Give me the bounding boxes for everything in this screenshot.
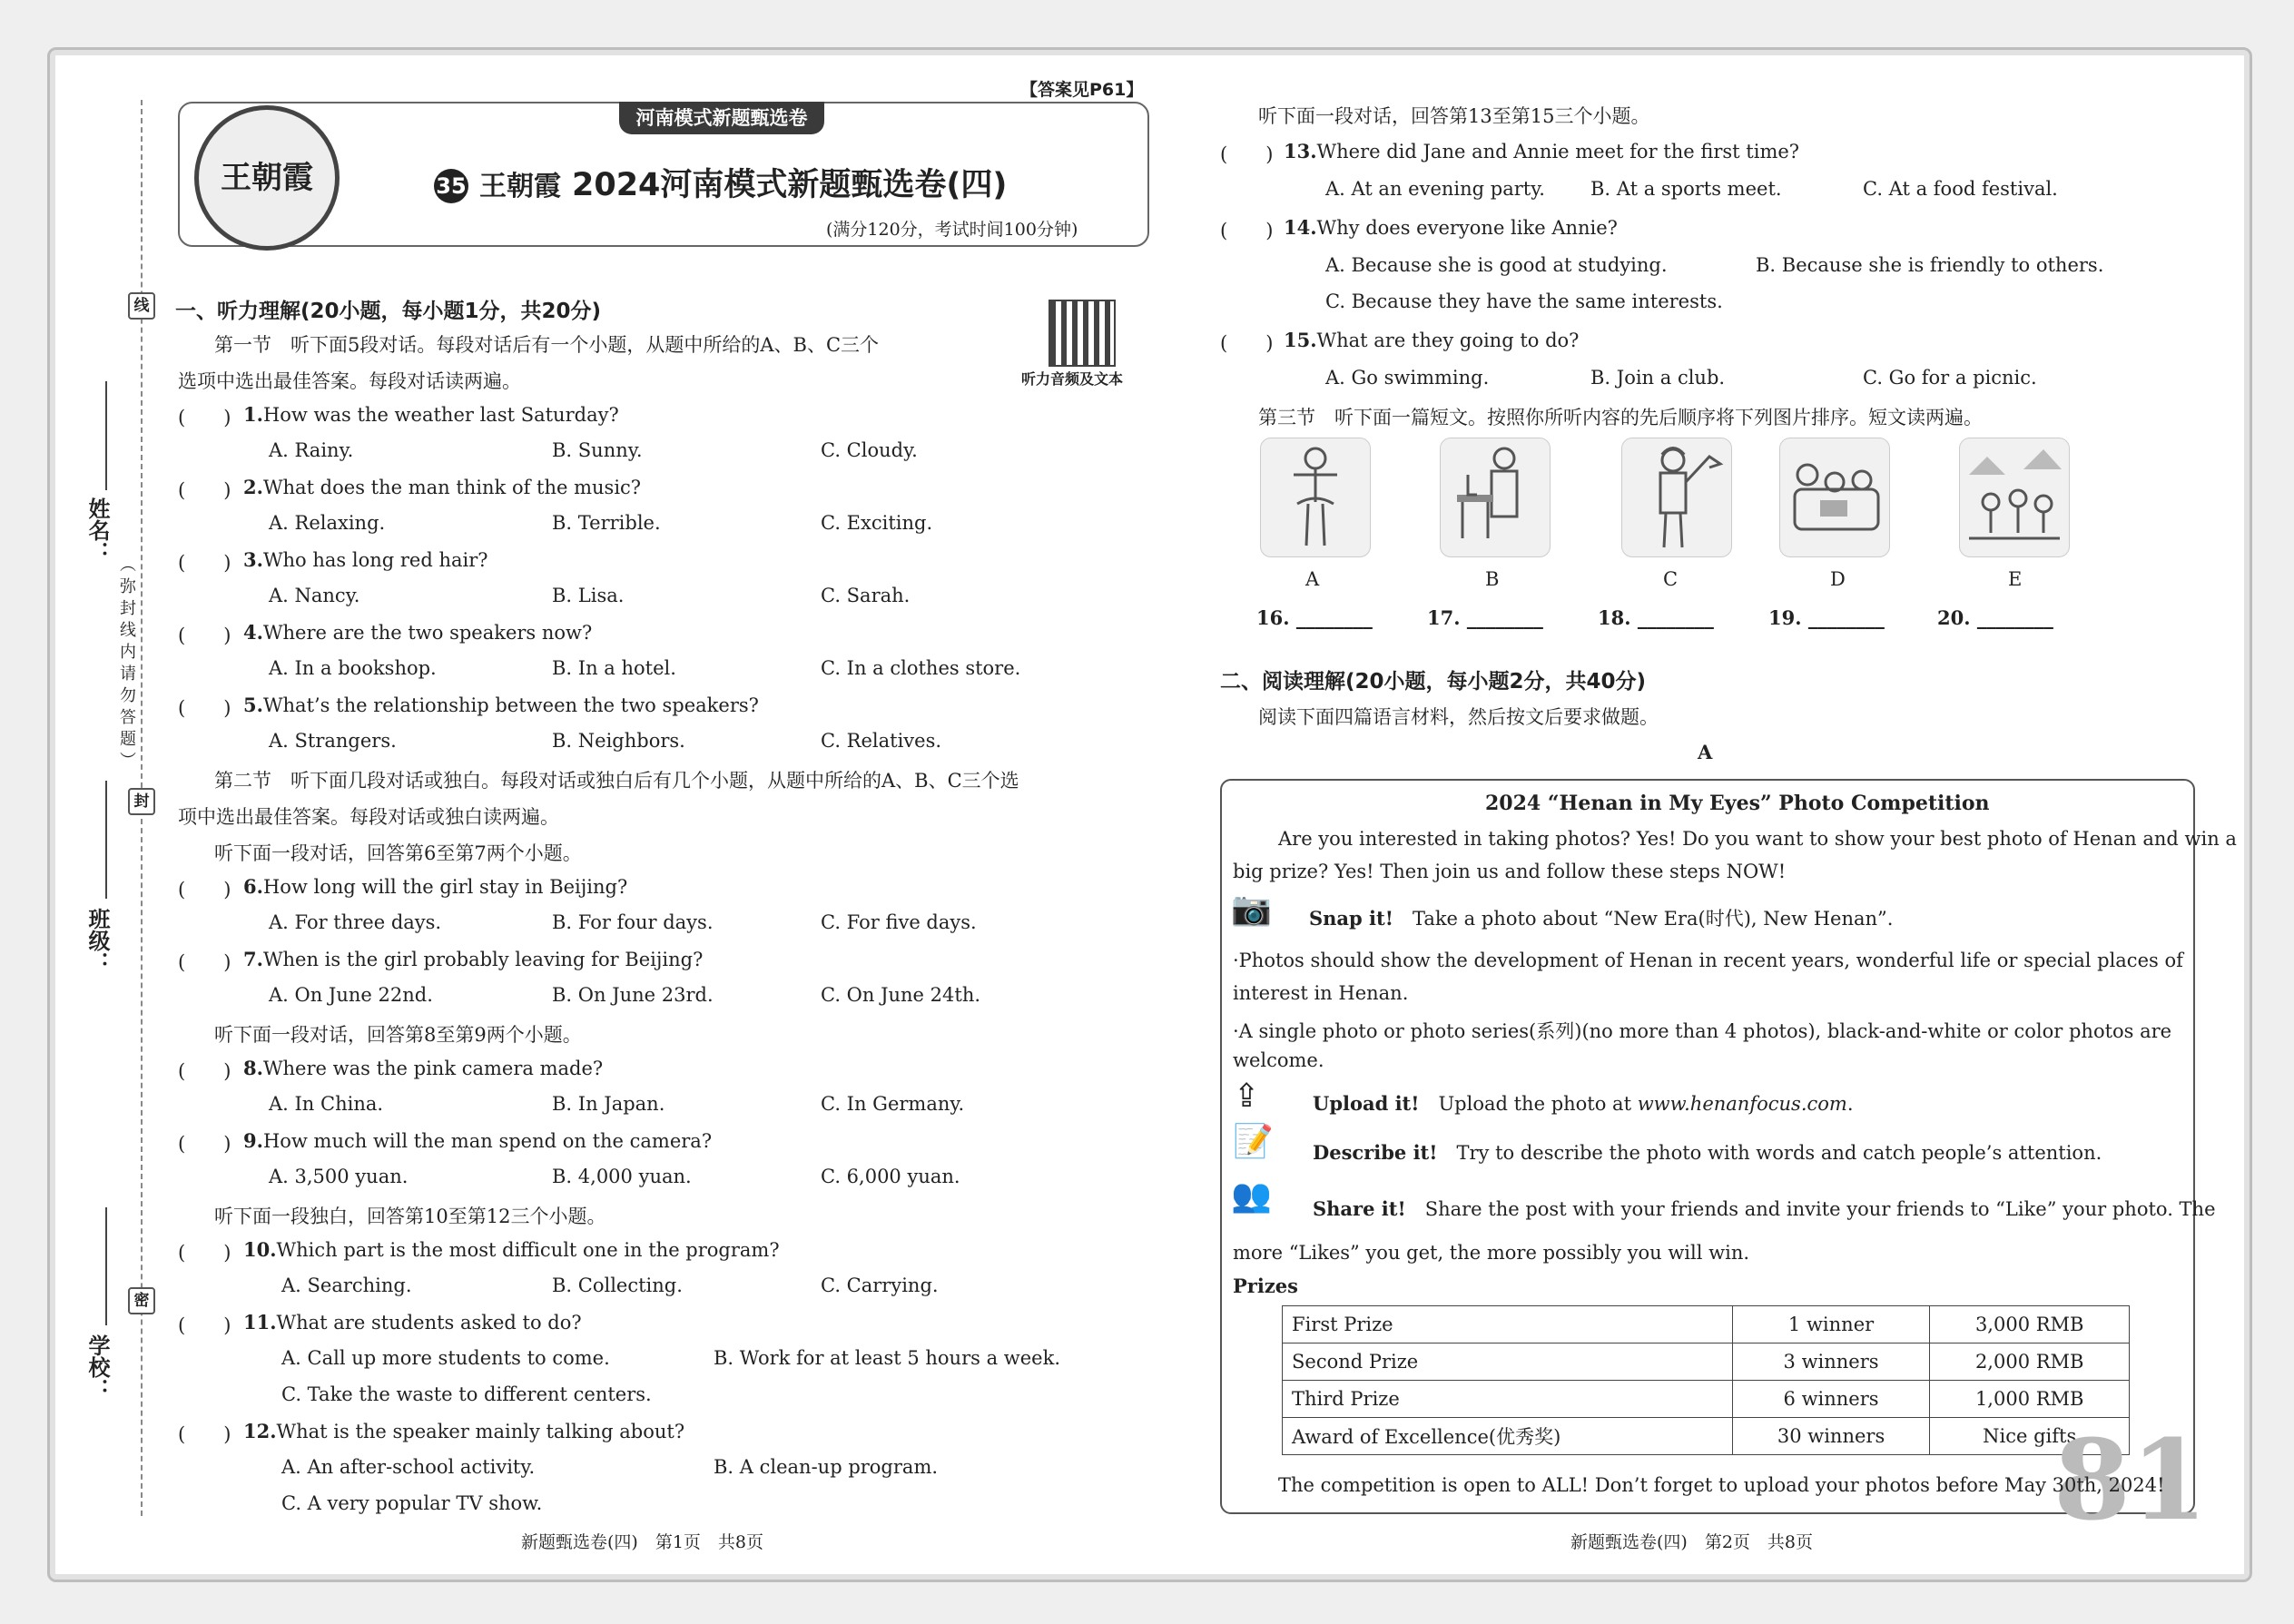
- brand-name: 王朝霞: [479, 171, 561, 202]
- series-tag: 河南模式新题甄选卷: [619, 102, 824, 134]
- reading-instruction: 阅读下面四篇语言材料，然后按文后要求做题。: [1258, 706, 1659, 728]
- question-11: 11.What are students asked to do?: [243, 1311, 582, 1334]
- answer-paren[interactable]: ( ): [178, 625, 231, 646]
- title-text: 2024河南模式新题甄选卷(四): [572, 167, 1008, 203]
- name-label: 姓名：: [84, 497, 110, 563]
- question-2: 2.What does the man think of the music?: [243, 476, 642, 498]
- q3-option-c[interactable]: C. Sarah.: [821, 585, 911, 606]
- picture-a-ballet-dancer: [1260, 438, 1371, 557]
- q7-option-a[interactable]: A. On June 22nd.: [269, 984, 433, 1006]
- prize-winners: 1 winner: [1732, 1306, 1930, 1343]
- table-row: [1283, 1306, 2130, 1343]
- picture-d-family-reading: [1779, 438, 1890, 557]
- answer-paren[interactable]: ( ): [178, 1060, 231, 1082]
- prize-winners: 6 winners: [1732, 1381, 1930, 1418]
- school-field[interactable]: [105, 1207, 107, 1325]
- paper-title: [434, 160, 1007, 205]
- bullet-1-line-2: interest in Henan.: [1233, 982, 1409, 1004]
- upload-step: Upload it! Upload the photo at www.henanfocus.com.: [1313, 1092, 1854, 1115]
- answer-paren[interactable]: ( ): [178, 951, 231, 973]
- q9-option-c[interactable]: C. 6,000 yuan.: [821, 1166, 960, 1187]
- answer-paren[interactable]: ( ): [178, 479, 231, 501]
- school-label: 学校：: [84, 1334, 110, 1400]
- passage-title: 2024 “Henan in My Eyes” Photo Competition: [1485, 792, 1990, 815]
- qr-code[interactable]: [1049, 300, 1116, 367]
- prize-reward: 2,000 RMB: [1930, 1343, 2130, 1381]
- q11-option-a[interactable]: A. Call up more students to come.: [281, 1347, 610, 1369]
- answer-paren[interactable]: ( ): [178, 879, 231, 901]
- q13-option-c[interactable]: C. At a food festival.: [1863, 178, 2058, 200]
- answer-blank-19[interactable]: 19. ________: [1768, 606, 1885, 629]
- q3-option-b[interactable]: B. Lisa.: [552, 585, 625, 606]
- q12-option-c[interactable]: C. A very popular TV show.: [281, 1492, 543, 1514]
- q8-option-b[interactable]: B. In Japan.: [552, 1093, 665, 1115]
- prize-winners: 3 winners: [1732, 1343, 1930, 1381]
- q5-option-c[interactable]: C. Relatives.: [821, 730, 942, 752]
- question-12: 12.What is the speaker mainly talking about?: [243, 1420, 685, 1442]
- picture-label-c: C: [1663, 568, 1679, 590]
- section2-instruction-2: 项中选出最佳答案。每段对话或独白读两遍。: [178, 806, 559, 828]
- intro-6-7: 听下面一段对话，回答第6至第7两个小题。: [214, 842, 582, 864]
- q11-option-b[interactable]: B. Work for at least 5 hours a week.: [714, 1347, 1060, 1369]
- passage-intro-2: big prize? Yes! Then join us and follow these steps NOW!: [1233, 861, 1787, 882]
- q14-option-a[interactable]: A. Because she is good at studying.: [1325, 254, 1668, 276]
- question-8: 8.Where was the pink camera made?: [243, 1057, 604, 1079]
- table-row: [1283, 1343, 2130, 1381]
- seal-char-seal: 封: [128, 788, 155, 815]
- seal-char-secret: 密: [128, 1287, 155, 1314]
- question-1: 1.How was the weather last Saturday?: [243, 403, 619, 426]
- picture-label-d: D: [1830, 568, 1846, 590]
- page-number: 81: [2053, 1414, 2208, 1545]
- section1-instruction: 第一节 听下面5段对话。每段对话后有一个小题，从题中所给的A、B、C三个: [214, 334, 880, 356]
- intro-8-9: 听下面一段对话，回答第8至第9两个小题。: [214, 1024, 582, 1046]
- snap-step: Snap it! Take a photo about “New Era(时代), New Henan”.: [1309, 907, 1894, 930]
- answer-blank-18[interactable]: 18. ________: [1598, 606, 1714, 629]
- prize-reward: 1,000 RMB: [1930, 1381, 2130, 1418]
- share-icon: 👥: [1231, 1177, 1272, 1215]
- question-10: 10.Which part is the most difficult one in the program?: [243, 1238, 780, 1261]
- q6-option-c[interactable]: C. For five days.: [821, 911, 977, 933]
- answer-paren[interactable]: ( ): [178, 1133, 231, 1155]
- qr-caption: 听力音频及文本: [1021, 370, 1124, 388]
- q10-option-a[interactable]: A. Searching.: [281, 1275, 412, 1296]
- picture-c-tour-guide: [1621, 438, 1732, 557]
- answer-paren[interactable]: ( ): [1220, 332, 1274, 354]
- q14-option-c[interactable]: C. Because they have the same interests.: [1325, 290, 1723, 312]
- upload-link[interactable]: www.henanfocus.com: [1637, 1093, 1847, 1115]
- camera-icon: 📷: [1231, 891, 1272, 928]
- q6-option-a[interactable]: A. For three days.: [269, 911, 442, 933]
- question-9: 9.How much will the man spend on the camera?: [243, 1129, 713, 1152]
- picture-e-park-play: [1959, 438, 2070, 557]
- q1-option-b[interactable]: B. Sunny.: [552, 439, 643, 461]
- q11-option-c[interactable]: C. Take the waste to different centers.: [281, 1383, 652, 1405]
- answer-paren[interactable]: ( ): [178, 697, 231, 719]
- prize-winners: 30 winners: [1732, 1418, 1930, 1455]
- intro-10-12: 听下面一段独白，回答第10至第12三个小题。: [214, 1206, 606, 1227]
- question-14: 14.Why does everyone like Annie?: [1284, 216, 1618, 239]
- footer-left: 新题甄选卷(四) 第1页 共8页: [521, 1532, 764, 1552]
- section3-instruction: 第三节 听下面一篇短文。按照你所听内容的先后顺序将下列图片排序。短文读两遍。: [1258, 407, 1983, 428]
- describe-icon: 📝: [1233, 1123, 1274, 1160]
- section2-instruction: 第二节 听下面几段对话或独白。每段对话或独白后有几个小题，从题中所给的A、B、C三个选: [214, 770, 1019, 792]
- answer-reference: 【答案见P61】: [1020, 80, 1144, 100]
- footer-right: 新题甄选卷(四) 第2页 共8页: [1570, 1532, 1814, 1552]
- q5-option-a[interactable]: A. Strangers.: [269, 730, 397, 752]
- question-4: 4.Where are the two speakers now?: [243, 621, 593, 644]
- picture-label-b: B: [1485, 568, 1500, 590]
- answer-blank-16[interactable]: 16. ________: [1256, 606, 1373, 629]
- prize-name: Second Prize: [1283, 1343, 1733, 1381]
- prizes-table: [1282, 1305, 2130, 1455]
- answer-paren[interactable]: ( ): [178, 1242, 231, 1264]
- answer-blank-17[interactable]: 17. ________: [1427, 606, 1543, 629]
- seal-note: （弥封线内请勿答题）: [117, 556, 136, 773]
- picture-b-science-experiment: [1440, 438, 1551, 557]
- exam-info: (满分120分，考试时间100分钟): [826, 220, 1078, 240]
- listening-heading: 一、听力理解(20小题，每小题1分，共20分): [175, 300, 602, 323]
- describe-step: Describe it! Try to describe the photo with words and catch people’s attention.: [1313, 1141, 2102, 1164]
- prize-name: Third Prize: [1283, 1381, 1733, 1418]
- q1-option-c[interactable]: C. Cloudy.: [821, 439, 918, 461]
- answer-paren[interactable]: ( ): [178, 552, 231, 574]
- q9-option-b[interactable]: B. 4,000 yuan.: [552, 1166, 692, 1187]
- prize-name: Award of Excellence(优秀奖): [1283, 1418, 1733, 1455]
- question-7: 7.When is the girl probably leaving for Beijing?: [243, 948, 704, 970]
- table-row: [1283, 1381, 2130, 1418]
- q13-option-a[interactable]: A. At an evening party.: [1325, 178, 1545, 200]
- q2-option-b[interactable]: B. Terrible.: [552, 512, 661, 534]
- answer-paren[interactable]: ( ): [1220, 143, 1274, 165]
- q4-option-b[interactable]: B. In a hotel.: [552, 657, 676, 679]
- answer-paren[interactable]: ( ): [178, 1423, 231, 1445]
- bullet-2-line-1: ·A single photo or photo series(系列)(no more than 4 photos), black-and-white or color photos are: [1233, 1020, 2172, 1042]
- bullet-1-line-1: ·Photos should show the development of Henan in recent years, wonderful life or special places of: [1233, 950, 2183, 971]
- q12-option-a[interactable]: A. An after-school activity.: [281, 1456, 536, 1478]
- q10-option-b[interactable]: B. Collecting.: [552, 1275, 683, 1296]
- q3-option-a[interactable]: A. Nancy.: [269, 585, 360, 606]
- answer-paren[interactable]: ( ): [178, 407, 231, 428]
- paper-number-badge: 35: [434, 169, 468, 203]
- q2-option-c[interactable]: C. Exciting.: [821, 512, 933, 534]
- q2-option-a[interactable]: A. Relaxing.: [269, 512, 386, 534]
- q15-option-b[interactable]: B. Join a club.: [1590, 367, 1726, 389]
- passage-label: A: [1698, 741, 1713, 763]
- share-step-2: more “Likes” you get, the more possibly you will win.: [1233, 1242, 1750, 1264]
- q4-option-c[interactable]: C. In a clothes store.: [821, 657, 1021, 679]
- prize-reward: 3,000 RMB: [1930, 1306, 2130, 1343]
- section1-instruction-2: 选项中选出最佳答案。每段对话读两遍。: [178, 370, 521, 392]
- question-6: 6.How long will the girl stay in Beijing?: [243, 875, 628, 898]
- question-5: 5.What’s the relationship between the two speakers?: [243, 694, 759, 716]
- q7-option-c[interactable]: C. On June 24th.: [821, 984, 981, 1006]
- q12-option-b[interactable]: B. A clean-up program.: [714, 1456, 939, 1478]
- answer-paren[interactable]: ( ): [178, 1314, 231, 1336]
- question-15: 15.What are they going to do?: [1284, 329, 1580, 351]
- reading-heading: 二、阅读理解(20小题，每小题2分，共40分): [1220, 670, 1647, 694]
- question-13: 13.Where did Jane and Annie meet for the first time?: [1284, 140, 1800, 162]
- picture-label-e: E: [2008, 568, 2023, 590]
- prize-name: First Prize: [1283, 1306, 1733, 1343]
- q5-option-b[interactable]: B. Neighbors.: [552, 730, 685, 752]
- brand-logo: 王朝霞: [194, 105, 340, 251]
- q10-option-c[interactable]: C. Carrying.: [821, 1275, 939, 1296]
- picture-label-a: A: [1305, 568, 1320, 590]
- passage-intro-1: Are you interested in taking photos? Yes! Do you want to show your best photo of Henan and win a: [1278, 828, 2237, 850]
- q15-option-c[interactable]: C. Go for a picnic.: [1863, 367, 2037, 389]
- answer-paren[interactable]: ( ): [1220, 220, 1274, 241]
- q9-option-a[interactable]: A. 3,500 yuan.: [269, 1166, 409, 1187]
- question-3: 3.Who has long red hair?: [243, 548, 488, 571]
- class-label: 班级：: [84, 908, 110, 973]
- q15-option-a[interactable]: A. Go swimming.: [1325, 367, 1490, 389]
- prize-reward: Nice gifts: [1930, 1418, 2130, 1455]
- q1-option-a[interactable]: A. Rainy.: [269, 439, 354, 461]
- prizes-heading: Prizes: [1233, 1275, 1298, 1297]
- q13-option-b[interactable]: B. At a sports meet.: [1590, 178, 1782, 200]
- intro-13-15: 听下面一段对话，回答第13至第15三个小题。: [1258, 105, 1650, 127]
- q4-option-a[interactable]: A. In a bookshop.: [269, 657, 437, 679]
- closing-line: The competition is open to ALL! Don’t forget to upload your photos before May 30th, 2024!: [1278, 1474, 2165, 1496]
- q6-option-b[interactable]: B. For four days.: [552, 911, 714, 933]
- answer-blank-20[interactable]: 20. ________: [1937, 606, 2053, 629]
- q7-option-b[interactable]: B. On June 23rd.: [552, 984, 714, 1006]
- seal-char-line: 线: [128, 292, 155, 320]
- name-field[interactable]: [105, 381, 107, 490]
- bullet-2-line-2: welcome.: [1233, 1049, 1324, 1071]
- share-step: Share it! Share the post with your friends and invite your friends to “Like” your photo. The: [1313, 1197, 2216, 1220]
- class-field[interactable]: [105, 781, 107, 899]
- q14-option-b[interactable]: B. Because she is friendly to others.: [1756, 254, 2104, 276]
- upload-icon: ⇪: [1233, 1078, 1261, 1115]
- table-row: [1283, 1418, 2130, 1455]
- q8-option-c[interactable]: C. In Germany.: [821, 1093, 965, 1115]
- q8-option-a[interactable]: A. In China.: [269, 1093, 384, 1115]
